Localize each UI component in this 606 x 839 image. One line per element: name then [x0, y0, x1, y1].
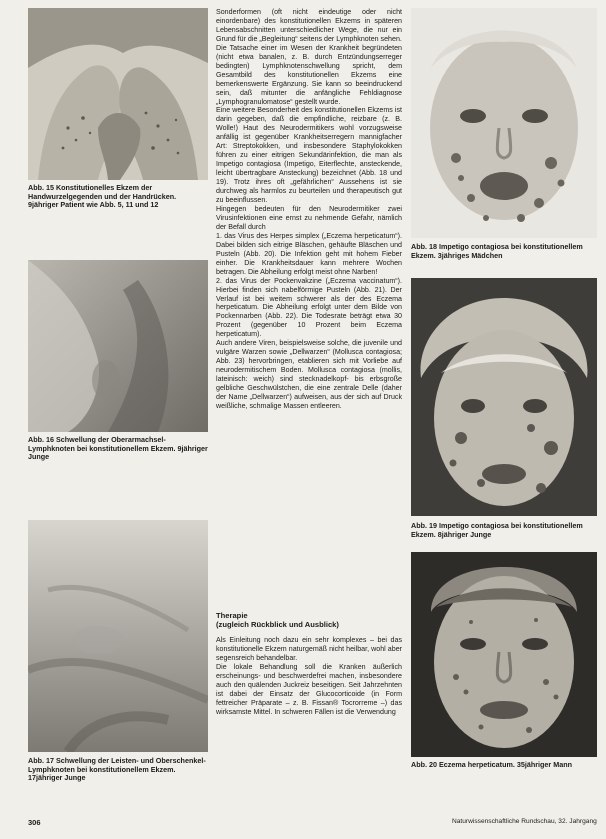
neck-skin-image [28, 260, 208, 432]
figure-abb20-caption: Abb. 20 Eczema herpeticatum. 35jähriger Mann [411, 760, 572, 769]
body-paragraph: Hingegen bedeuten für den Neurodermitiker zwei Virusinfektionen eine ernst zu nehmende Gefahr, nämlich der Befall durch [216, 204, 402, 231]
boy-face-image [411, 278, 597, 516]
body-paragraph: 1. das Virus des Herpes simplex („Eczema herpeticatum“). Dabei bilden sich eitrige Bläschen, gehäufte Bläschen und Pusteln (Abb. 20). Die Infektion geht mit hohem Fieber einher. Die Krankheitsdauer kann mehrere Wochen betragen. Die Abheilung erfolgt meist ohne Narben! [216, 231, 402, 276]
section-subheading: (zugleich Rückblick und Ausblick) [216, 620, 339, 629]
body-text-column [216, 8, 402, 411]
figure-abb19-caption: Abb. 19 Impetigo contagiosa bei konstitutionellem Ekzem. 8jähriger Junge [411, 521, 583, 539]
figure-abb20-photo [411, 552, 597, 757]
figure-abb16-photo [28, 260, 208, 432]
figure-abb19-photo [411, 278, 597, 516]
therapy-paragraph: Die lokale Behandlung soll die Kranken äußerlich erscheinungs- und beschwerdefrei machen, insbesondere auch den quälenden Juckreiz beseitigen. Seit Jahrzehnten ist dabei der Einsatz der Glucocorticoide (in Form fettreicher Präparate – z. B. Fissan® Tocrorreme –) das wirksamste Mittel. In schweren Fällen ist die Verwendung [216, 662, 402, 716]
body-paragraph: Sonderformen (oft nicht eindeutige oder nicht einordenbare) des konstitutionellen Ekzems in späteren Lebensabschnitten unterschiedlicher Wege, die nur ein Grund für die „Begleitung“ seitens der Lymphknoten sehen. [216, 8, 402, 43]
figure-abb15-caption: Abb. 15 Konstitutionelles Ekzem der Handwurzelgegenden und der Handrücken. 9jähriger Patient wie Abb. 5, 11 und 12 [28, 183, 177, 210]
therapy-text-column [216, 636, 402, 717]
figure-abb17-photo [28, 520, 208, 752]
figure-abb15-photo [28, 8, 208, 180]
child-face-image [411, 8, 597, 238]
body-paragraph: 2. das Virus der Pockenvakzine („Eczema vaccinatum“). Hierbei finden sich nabelförmige Pusteln (Abb. 21). Der Verlauf ist bei weitem schwerer als der des Eczema herpeticatum. Die Abheilung erfolgt unter dem Bilde von Pockennarben (Abb. 22). Die Todesrate beträgt etwa 30 Prozent (gegenüber 10 Prozent beim Eczema herpeticatum). [216, 276, 402, 339]
journal-reference: Naturwissenschaftliche Rundschau, 32. Jahrgang [452, 818, 597, 825]
body-paragraph: Die Tatsache einer im Wesen der Krankheit begründeten (nicht etwa banalen, z. B. durch Entzündungserreger bedingten) Lymphknotenschwellung spricht, dem Gesamtbild des konstitutionellen Ekzems eine bemerkenswerte Ergänzung. Sie kann so beeindruckend sein, daß mitunter die anfängliche Fehldiagnose „Lymphogranulomatose“ gestellt wurde. [216, 43, 402, 106]
man-face-image [411, 552, 597, 757]
hands-image [28, 8, 208, 180]
figure-abb17-caption: Abb. 17 Schwellung der Leisten- und Oberschenkel-Lymphknoten bei konstitutionellem Ekzem. 17jähriger Junge [28, 756, 206, 783]
figure-abb16-caption: Abb. 16 Schwellung der Oberarmachsel-Lymphknoten bei konstitutionellem Ekzem. 9jähriger Junge [28, 435, 208, 462]
figure-abb18-caption: Abb. 18 Impetigo contagiosa bei konstitutionellem Ekzem. 3jähriges Mädchen [411, 242, 583, 260]
page-number: 306 [28, 818, 41, 827]
therapy-paragraph: Als Einleitung noch dazu ein sehr komplexes – bei das konstitutionelle Ekzem naturgemäß nicht heilbar, wohl aber segensreich behandelbar. [216, 636, 402, 662]
figure-abb18-photo [411, 8, 597, 238]
groin-skin-image [28, 520, 208, 752]
body-paragraph: Auch andere Viren, beispielsweise solche, die juvenile und vulgäre Warzen sowie „Dellwarzen“ (Mollusca contagiosa; Abb. 23) hervorbringen, etablieren sich mit Vorliebe auf neurodermitischem Boden. Mollusca contagiosa (mollis, lateinisch: weich) sind stecknadelkopf- bis erbsgroße gelbliche Geschwülstchen, die eine zentrale Delle (daher der Name „Dellwarzen“) aufweisen, aus der sich auf Druck weißliche, schmalige Massen entleeren. [216, 339, 402, 410]
therapy-heading-block [216, 611, 402, 629]
body-paragraph: Eine weitere Besonderheit des konstitutionellen Ekzems ist darin gegeben, daß die empfindliche, reizbare (z. B. Wolle!) Haut des Neurodermitikers wohl vorzugsweise anfällig ist gegenüber Krankheitserregern mannigfacher Art: Streptokokken, und insbesondere Staphylokokken führen zu einer eitrigen Sekundärinfektion, die man als Impetigo contagiosa (Impetigo, Eiterflechte, ansteckende, leicht übertragbare Ansteckung) bezeichnet (Abb. 18 und 19). Trotz ihres oft „gefährlichen“ Aussehens ist sie durchweg als harmlos zu beurteilen und therapeutisch gut zu beeinflussen. [216, 106, 402, 205]
section-heading: Therapie [216, 611, 248, 620]
